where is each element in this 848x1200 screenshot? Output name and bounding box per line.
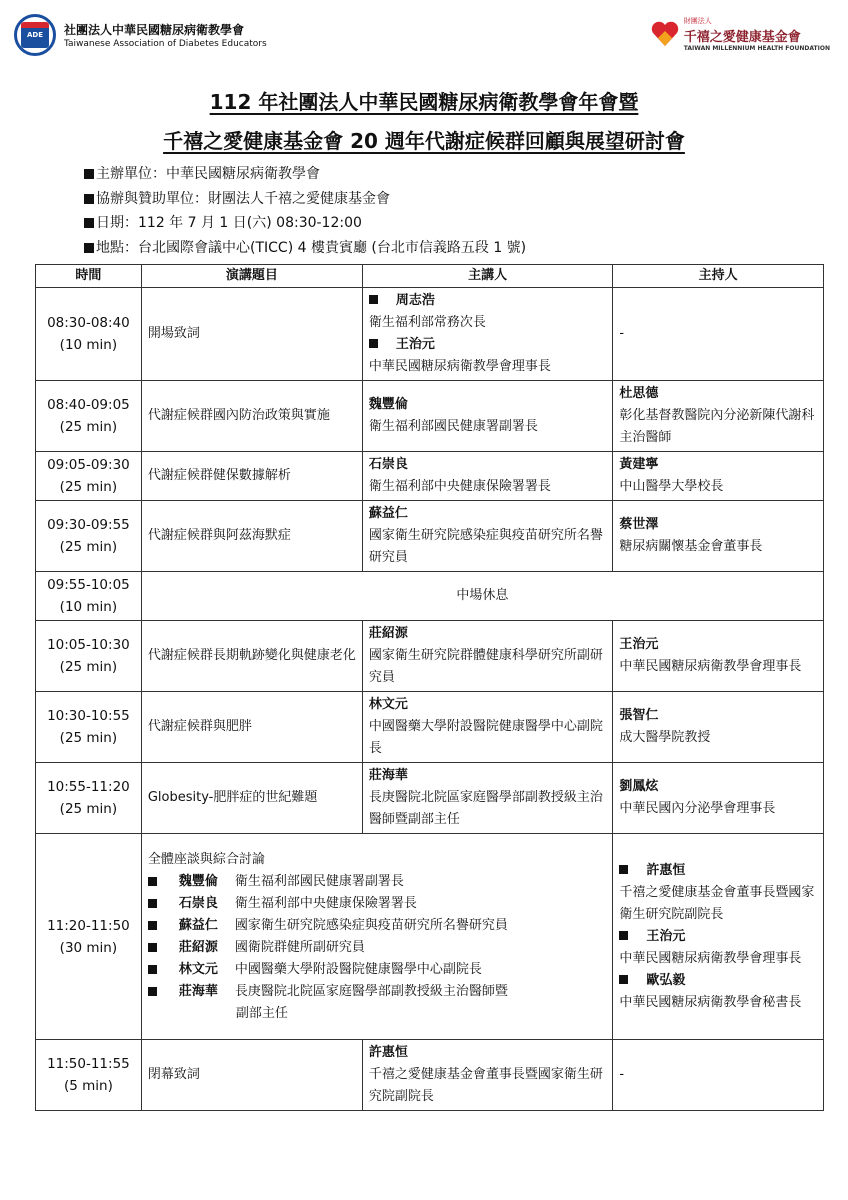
- event-info: [84, 162, 526, 261]
- host-cell: 杜思德 彰化基督教醫院內分泌新陳代謝科主治醫師: [613, 381, 824, 452]
- association-logo: [14, 14, 56, 56]
- bullet-square-icon: [148, 921, 157, 930]
- speaker-cell: 蘇益仁 國家衛生研究院感染症與疫苗研究所名譽研究員: [362, 501, 612, 572]
- foundation-name-en: TAIWAN MILLENNIUM HEALTH FOUNDATION: [683, 45, 830, 52]
- bullet-square-icon: [369, 339, 378, 348]
- schedule-table: [35, 264, 824, 1111]
- speaker-cell: 魏豐倫 衛生福利部國民健康署副署長: [362, 381, 612, 452]
- time-cell: 10:30-10:55 (25 min): [36, 692, 142, 763]
- speaker-cell: 石崇良 衛生福利部中央健康保險署署長: [362, 452, 612, 501]
- header-topic: 演講題目: [141, 265, 362, 288]
- host-cell: 張智仁 成大醫學院教授: [613, 692, 824, 763]
- table-row: [36, 692, 824, 763]
- topic-cell: 代謝症候群與阿茲海默症: [141, 501, 362, 572]
- break-cell: 中場休息: [141, 572, 823, 621]
- bullet-square-icon: [84, 169, 94, 179]
- association-logo-text: ADE: [21, 22, 49, 48]
- info-co-organizer: 協辦與贊助單位：財團法人千禧之愛健康基金會: [84, 187, 526, 212]
- topic-cell: 開場致詞: [141, 288, 362, 381]
- header-speaker: 主講人: [362, 265, 612, 288]
- bullet-square-icon: [148, 965, 157, 974]
- table-row-break: [36, 572, 824, 621]
- info-date: 日期：112 年 7 月 1 日(六) 08:30-12:00: [84, 211, 526, 236]
- topic-cell: 代謝症候群健保數據解析: [141, 452, 362, 501]
- host-cell: 劉鳳炫 中華民國內分泌學會理事長: [613, 763, 824, 834]
- header-right: [650, 16, 830, 52]
- info-venue: 地點：台北國際會議中心(TICC) 4 樓貴賓廳 (台北市信義路五段 1 號): [84, 236, 526, 261]
- bullet-square-icon: [619, 865, 628, 874]
- table-row: [36, 452, 824, 501]
- panelist: 莊紹源 國衛院群健所副研究員: [148, 937, 607, 959]
- time-cell: 09:55-10:05 (10 min): [36, 572, 142, 621]
- host-cell: 許惠恒 千禧之愛健康基金會董事長暨國家衛生研究院副院長 王治元 中華民國糖尿病衛教學會理事長 歐弘毅 中華民國糖尿病衛教學會秘書長: [613, 834, 824, 1040]
- speaker-cell: 莊紹源 國家衛生研究院群體健康科學研究所副研究員: [362, 621, 612, 692]
- time-cell: 08:40-09:05 (25 min): [36, 381, 142, 452]
- table-row: [36, 1040, 824, 1111]
- host-cell: 黃建寧 中山醫學大學校長: [613, 452, 824, 501]
- time-cell: 10:55-11:20 (25 min): [36, 763, 142, 834]
- table-row: [36, 763, 824, 834]
- panelist-title-cont: 副部主任: [235, 1005, 288, 1021]
- speaker-cell: 林文元 中國醫藥大學附設醫院健康醫學中心副院長: [362, 692, 612, 763]
- foundation-heart-logo: [650, 19, 680, 49]
- foundation-name-zh: 千禧之愛健康基金會: [683, 30, 801, 45]
- panelist: 林文元 中國醫藥大學附設醫院健康醫學中心副院長: [148, 959, 607, 981]
- panelist: 石崇良 衛生福利部中央健康保險署署長: [148, 893, 607, 915]
- time-cell: 11:50-11:55 (5 min): [36, 1040, 142, 1111]
- panelist: 莊海華 長庚醫院北院區家庭醫學部副教授級主治醫師暨: [148, 981, 607, 1003]
- time-cell: 11:20-11:50 (30 min): [36, 834, 142, 1040]
- panel-cell: [141, 834, 613, 1040]
- host-cell: 王治元 中華民國糖尿病衛教學會理事長: [613, 621, 824, 692]
- time-cell: 08:30-08:40 (10 min): [36, 288, 142, 381]
- time-cell: 09:30-09:55 (25 min): [36, 501, 142, 572]
- table-header-row: [36, 265, 824, 288]
- header-host: 主持人: [613, 265, 824, 288]
- topic-cell: 代謝症候群與肥胖: [141, 692, 362, 763]
- topic-cell: Globesity-肥胖症的世紀難題: [141, 763, 362, 834]
- bullet-square-icon: [619, 931, 628, 940]
- table-row: [36, 381, 824, 452]
- bullet-square-icon: [148, 877, 157, 886]
- panelist: 蘇益仁 國家衛生研究院感染症與疫苗研究所名譽研究員: [148, 915, 607, 937]
- topic-cell: 代謝症候群國內防治政策與實施: [141, 381, 362, 452]
- speaker-cell: 許惠恒 千禧之愛健康基金會董事長暨國家衛生研究院副院長: [362, 1040, 612, 1111]
- topic-cell: 閉幕致詞: [141, 1040, 362, 1111]
- title-line-1: 112 年社團法人中華民國糖尿病衛教學會年會暨: [209, 90, 639, 114]
- panelist: 魏豐倫 衛生福利部國民健康署副署長: [148, 871, 607, 893]
- title-line-2: 千禧之愛健康基金會 20 週年代謝症候群回顧與展望研討會: [163, 129, 685, 153]
- bullet-square-icon: [619, 975, 628, 984]
- bullet-square-icon: [84, 218, 94, 228]
- topic-cell: 代謝症候群長期軌跡變化與健康老化: [141, 621, 362, 692]
- host-cell: 蔡世澤 糖尿病關懷基金會董事長: [613, 501, 824, 572]
- association-name-zh: 社團法人中華民國糖尿病衛教學會: [64, 23, 245, 37]
- header-left: [14, 14, 267, 56]
- table-row: [36, 288, 824, 381]
- panel-topic: 全體座談與綜合討論: [147, 851, 265, 867]
- header-time: 時間: [36, 265, 142, 288]
- bullet-square-icon: [84, 243, 94, 253]
- bullet-square-icon: [148, 943, 157, 952]
- info-organizer: 主辦單位：中華民國糖尿病衛教學會: [84, 162, 526, 187]
- speaker-cell: 莊海華 長庚醫院北院區家庭醫學部副教授級主治醫師暨副部主任: [362, 763, 612, 834]
- time-cell: 09:05-09:30 (25 min): [36, 452, 142, 501]
- host-cell: -: [613, 1040, 824, 1111]
- table-row: [36, 501, 824, 572]
- speaker-cell: 周志浩 衛生福利部常務次長 王治元 中華民國糖尿病衛教學會理事長: [362, 288, 612, 381]
- host-cell: -: [613, 288, 824, 381]
- table-row: [36, 621, 824, 692]
- bullet-square-icon: [148, 899, 157, 908]
- bullet-square-icon: [84, 194, 94, 204]
- foundation-type: 財團法人: [683, 17, 712, 25]
- bullet-square-icon: [148, 987, 157, 996]
- association-name-en: Taiwanese Association of Diabetes Educators: [64, 39, 267, 49]
- table-row-panel: [36, 834, 824, 1040]
- bullet-square-icon: [369, 295, 378, 304]
- time-cell: 10:05-10:30 (25 min): [36, 621, 142, 692]
